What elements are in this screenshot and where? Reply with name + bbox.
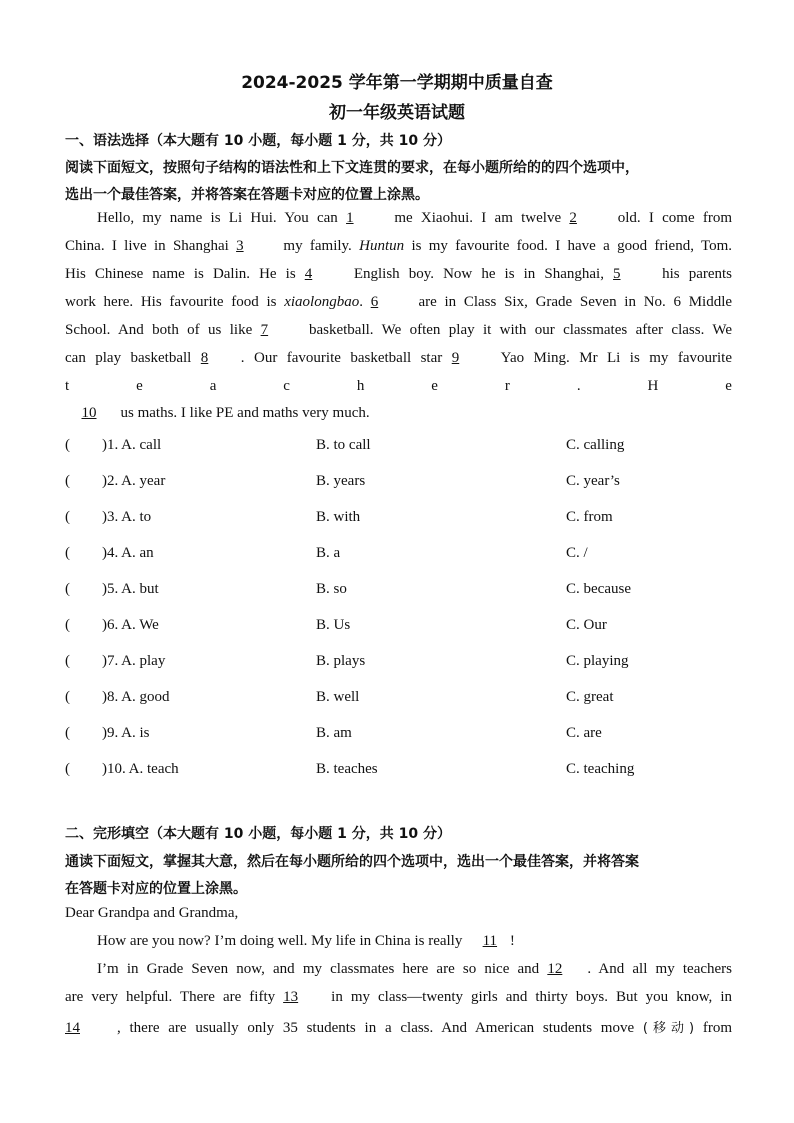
passage1-line4 (65, 294, 732, 311)
spaced-letter: r (504, 378, 510, 394)
passage1-line3 (65, 266, 732, 283)
spaced-letter: e (431, 378, 438, 394)
blank-3: 3 (236, 238, 244, 254)
section2-instruction-line2: 在答题卡对应的位置上涂黑。 (65, 881, 247, 897)
option-c: C. because (566, 581, 631, 597)
passage-text: in my class—twenty girls and thirty boys. But you know, in (331, 989, 732, 1005)
option-c: C. from (566, 509, 613, 525)
blank-11: 11 (482, 933, 498, 949)
option-b: B. years (316, 473, 366, 489)
spaced-letter: e (136, 378, 143, 394)
spaced-letter: a (209, 378, 217, 394)
option-row-1 (65, 437, 745, 457)
passage-text: my family. (283, 238, 352, 254)
option-row-2 (65, 473, 745, 493)
passage1-line1 (65, 210, 732, 227)
cjk-gloss: (移动) (642, 1021, 695, 1036)
option-c: C. playing (566, 653, 629, 669)
answer-paren: ( (65, 581, 70, 597)
blank-4: 4 (304, 266, 313, 282)
blank-1: 1 (346, 210, 354, 226)
letter-salutation: Dear Grandpa and Grandma, (65, 905, 239, 921)
passage-text: English boy. Now he is in Shanghai, (353, 266, 604, 282)
spaced-letter: . (576, 378, 581, 394)
section1-instruction-line2: 选出一个最佳答案，并将答案在答题卡对应的位置上涂黑。 (65, 187, 429, 203)
passage-text: How are you now? I’m doing well. My life in China is really (97, 933, 463, 949)
option-b: B. am (316, 725, 352, 741)
option-row-9 (65, 725, 745, 745)
exam-title: 2024-2025 学年第一学期期中质量自查 (241, 73, 553, 93)
passage-text: . Our favourite basketball star (240, 350, 443, 366)
option-b: B. with (316, 509, 361, 525)
passage-text: is my favourite food. I have a good friend, Tom. (411, 238, 733, 254)
option-c: C. teaching (566, 761, 635, 777)
passage-text: His Chinese name is Dalin. He is (65, 266, 296, 282)
passage-text: me Xiaohui. I am twelve (394, 210, 562, 226)
spaced-letter: c (283, 378, 290, 394)
blank-10: 10 (81, 405, 97, 421)
option-c: C. / (566, 545, 588, 561)
section2-instruction-line1: 通读下面短文，掌握其大意，然后在每小题所给的四个选项中，选出一个最佳答案，并将答案 (65, 854, 639, 870)
option-b: B. to call (316, 437, 371, 453)
option-a: )1. A. call (102, 437, 162, 453)
option-b: B. so (316, 581, 347, 597)
passage-text: . And all my teachers (587, 961, 732, 977)
passage1-line5 (65, 322, 732, 339)
answer-paren: ( (65, 725, 70, 741)
answer-paren: ( (65, 509, 70, 525)
option-c: C. great (566, 689, 614, 705)
section1-heading: 一、语法选择（本大题有 10 小题，每小题 1 分，共 10 分） (65, 133, 451, 149)
option-b: B. Us (316, 617, 351, 633)
blank-5: 5 (613, 266, 621, 282)
passage-text: are very helpful. There are fifty (65, 989, 276, 1005)
passage2-line1 (97, 933, 737, 950)
passage-text: China. I live in Shanghai (65, 238, 229, 254)
option-row-7 (65, 653, 745, 673)
answer-paren: ( (65, 617, 70, 633)
passage1-line8 (65, 405, 732, 422)
spaced-letter: e (725, 378, 732, 394)
option-row-10 (65, 761, 745, 781)
passage1-line6 (65, 350, 732, 367)
passage-text: us maths. I like PE and maths very much. (120, 405, 370, 421)
spaced-letter: h (356, 378, 365, 394)
option-c: C. Our (566, 617, 607, 633)
option-c: C. calling (566, 437, 625, 453)
passage-text: Hello, my name is Li Hui. You can (97, 210, 338, 226)
passage1-line2 (65, 238, 732, 255)
passage-text: can play basketball (65, 350, 192, 366)
option-row-6 (65, 617, 745, 637)
answer-paren: ( (65, 761, 70, 777)
section2-heading: 二、完形填空（本大题有 10 小题，每小题 1 分，共 10 分） (65, 826, 451, 842)
passage-text: , there are usually only 35 students in a class. And American students move (117, 1020, 635, 1036)
passage-text: basketball. We often play it with our classmates after class. We (308, 322, 733, 338)
passage-text: his parents (662, 266, 733, 282)
blank-12: 12 (547, 961, 563, 977)
answer-paren: ( (65, 437, 70, 453)
option-b: B. well (316, 689, 360, 705)
blank-2: 2 (569, 210, 577, 226)
passage2-line3 (65, 989, 732, 1006)
passage-text: . (359, 294, 363, 310)
option-a: )7. A. play (102, 653, 166, 669)
passage-text: from (702, 1020, 733, 1036)
blank-8: 8 (200, 350, 209, 366)
blank-7: 7 (260, 322, 269, 338)
answer-paren: ( (65, 653, 70, 669)
option-c: C. year’s (566, 473, 620, 489)
passage-text: I’m in Grade Seven now, and my classmates here are so nice and (97, 961, 540, 977)
exam-subtitle: 初一年级英语试题 (329, 103, 465, 123)
blank-9: 9 (451, 350, 460, 366)
passage1-line7-spaced (65, 378, 732, 395)
option-a: )6. A. We (102, 617, 159, 633)
option-row-4 (65, 545, 745, 565)
passage2-line2 (65, 961, 732, 978)
italic-word-huntun: Huntun (359, 238, 405, 254)
blank-13: 13 (283, 989, 299, 1005)
option-row-8 (65, 689, 745, 709)
option-b: B. plays (316, 653, 366, 669)
blank-14: 14 (65, 1020, 80, 1036)
passage-text: School. And both of us like (65, 322, 253, 338)
option-a: )8. A. good (102, 689, 170, 705)
option-a: )2. A. year (102, 473, 166, 489)
spaced-letter: t (65, 378, 70, 394)
passage-text: ! (509, 933, 515, 949)
passage2-line4 (65, 1017, 732, 1037)
option-row-5 (65, 581, 745, 601)
option-b: B. a (316, 545, 341, 561)
passage-text: work here. His favourite food is (65, 294, 277, 310)
answer-paren: ( (65, 473, 70, 489)
option-c: C. are (566, 725, 602, 741)
option-a: )3. A. to (102, 509, 152, 525)
answer-paren: ( (65, 689, 70, 705)
passage-text: Yao Ming. Mr Li is my favourite (500, 350, 732, 366)
spaced-letter: H (647, 378, 659, 394)
passage-text: are in Class Six, Grade Seven in No. 6 Middle (418, 294, 733, 310)
option-a: )5. A. but (102, 581, 159, 597)
option-b: B. teaches (316, 761, 378, 777)
passage-text: old. I come from (617, 210, 733, 226)
italic-word-xiaolongbao: xiaolongbao (284, 294, 360, 310)
option-a: )10. A. teach (102, 761, 179, 777)
answer-paren: ( (65, 545, 70, 561)
option-a: )9. A. is (102, 725, 150, 741)
section1-instruction-line1: 阅读下面短文，按照句子结构的语法性和上下文连贯的要求，在每小题所给的的四个选项中， (65, 160, 639, 176)
blank-6: 6 (370, 294, 379, 310)
option-a: )4. A. an (102, 545, 154, 561)
option-row-3 (65, 509, 745, 529)
